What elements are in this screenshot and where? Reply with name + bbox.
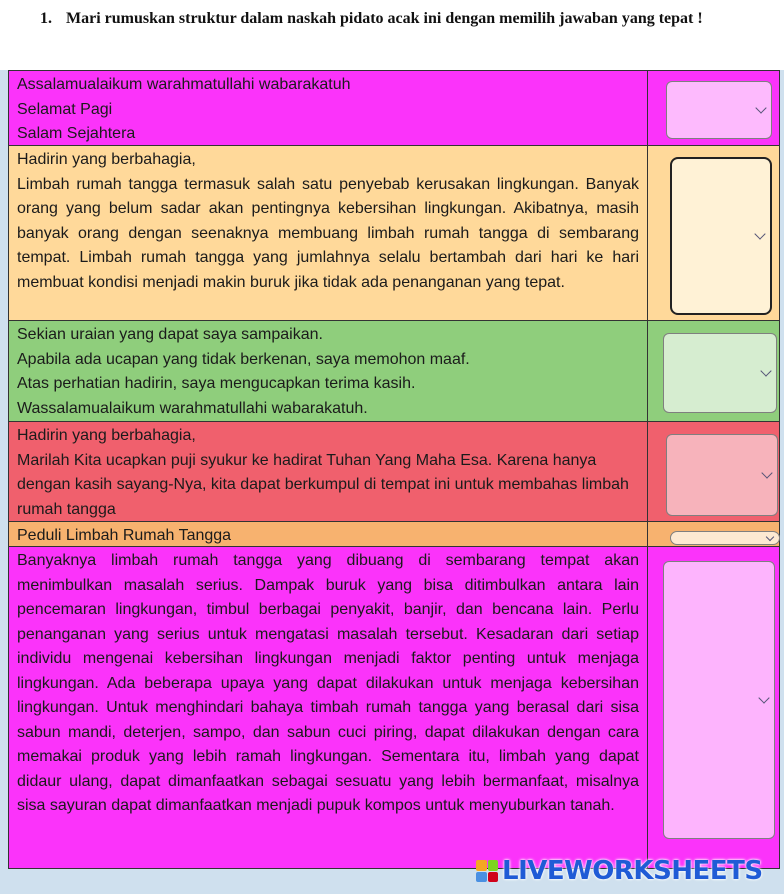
- excerpt-paragraph: Marilah Kita ucapkan puji syukur ke hadirat Tuhan Yang Maha Esa. Karena hanya dengan kasih sayang-Nya, kita dapat berkumpul di tempat ini untuk membahas limbah rumah tangga: [17, 451, 629, 518]
- answer-cell: [648, 547, 780, 868]
- liveworksheets-logo-icon: [476, 860, 498, 882]
- question-number: 1.: [40, 10, 52, 27]
- liveworksheets-logo: [476, 854, 763, 888]
- chevron-down-icon: [761, 467, 772, 478]
- excerpt-line: Atas perhatian hadirin, saya mengucapkan terima kasih.: [17, 375, 416, 392]
- question-text: Mari rumuskan struktur dalam naskah pidato acak ini dengan memilih jawaban yang tepat !: [66, 10, 703, 27]
- excerpt-paragraph: Banyaknya limbah rumah tangga yang dibuang di sembarang tempat akan menimbulkan masalah serius. Dampak buruk yang bisa ditimbulkan antara lain pencemaran lingkungan, timbul berbagai penyakit, banjir, dan bencana lain. Perlu penanganan yang serius untuk mengatasi masalah tersebut. Kesadaran dari setiap individu mengenai kebersihan lingkungan menjadi faktor penting untuk menjaga lingkungan. Ada beberapa upaya yang dapat dilakukan untuk menjaga kebersihan lingkungan. Untuk menghindari bahaya timbah rumah tangga yang berasal dari sisa sabun mandi, deterjen, sampo, dan sabun cuci piring, dapat dilakukan dengan cara memakai produk yang lebih ramah lingkungan. Sementara itu, limbah yang dapat didaur ulang, dapat dimanfaatkan sebagai sesuatu yang lebih bermanfaat, misalnya sisa sayuran dapat dimanfaatkan menjadi pupuk kompos untuk menyuburkan tanah.: [17, 552, 639, 814]
- excerpt-line: Sekian uraian yang dapat saya sampaikan.: [17, 326, 323, 343]
- answer-cell: [648, 422, 780, 521]
- table-row: [9, 422, 780, 522]
- excerpt-line: Selamat Pagi: [17, 100, 113, 118]
- speech-excerpt: [9, 422, 648, 521]
- structure-dropdown[interactable]: [666, 81, 772, 139]
- speech-excerpt: [9, 71, 648, 145]
- structure-dropdown[interactable]: [663, 333, 777, 413]
- chevron-down-icon: [755, 102, 766, 113]
- table-row: [9, 321, 780, 422]
- brand-name: LIVEWORKSHEETS: [502, 856, 763, 886]
- speech-excerpt: [9, 146, 648, 320]
- excerpt-line: Hadirin yang berbahagia,: [17, 427, 196, 444]
- table-row: [9, 71, 780, 146]
- speech-excerpt: [9, 547, 648, 868]
- chevron-down-icon: [766, 533, 774, 541]
- chevron-down-icon: [758, 692, 769, 703]
- answer-cell: [648, 321, 780, 421]
- excerpt-line: Wassalamualaikum warahmatullahi wabarakatuh.: [17, 399, 368, 417]
- question-prompt: [40, 8, 770, 30]
- speech-excerpt: [9, 522, 648, 546]
- answer-cell: [648, 146, 780, 320]
- excerpt-line: Assalamualaikum warahmatullahi wabarakatuh: [17, 76, 351, 93]
- excerpt-line: Hadirin yang berbahagia,: [17, 151, 196, 168]
- structure-dropdown[interactable]: [663, 561, 775, 839]
- speech-excerpt: [9, 321, 648, 421]
- table-row: [9, 522, 780, 547]
- question-header: [0, 0, 784, 70]
- excerpt-title: Peduli Limbah Rumah Tangga: [17, 527, 232, 544]
- excerpt-line: Salam Sejahtera: [17, 125, 136, 142]
- answer-cell: [648, 522, 780, 546]
- chevron-down-icon: [760, 365, 771, 376]
- structure-dropdown[interactable]: [670, 157, 772, 315]
- structure-dropdown[interactable]: [670, 531, 780, 545]
- table-row: [9, 146, 780, 321]
- structure-dropdown[interactable]: [666, 434, 778, 516]
- chevron-down-icon: [754, 228, 765, 239]
- excerpt-paragraph: Limbah rumah tangga termasuk salah satu penyebab kerusakan lingkungan. Banyak orang yang belum sadar akan pentingnya kebersihan lingkungan. Akibatnya, masih banyak orang dengan seenaknya membuang limbah rumah tangga di sembarang tempat. Limbah rumah tangga yang jumlahnya selalu bertambah dari hari ke hari membuat kondisi menjadi makin buruk jika tidak ada penanganan yang tepat.: [17, 175, 639, 291]
- excerpt-line: Apabila ada ucapan yang tidak berkenan, saya memohon maaf.: [17, 350, 470, 368]
- answer-cell: [648, 71, 780, 145]
- speech-structure-table: [8, 70, 780, 869]
- table-row: [9, 547, 780, 869]
